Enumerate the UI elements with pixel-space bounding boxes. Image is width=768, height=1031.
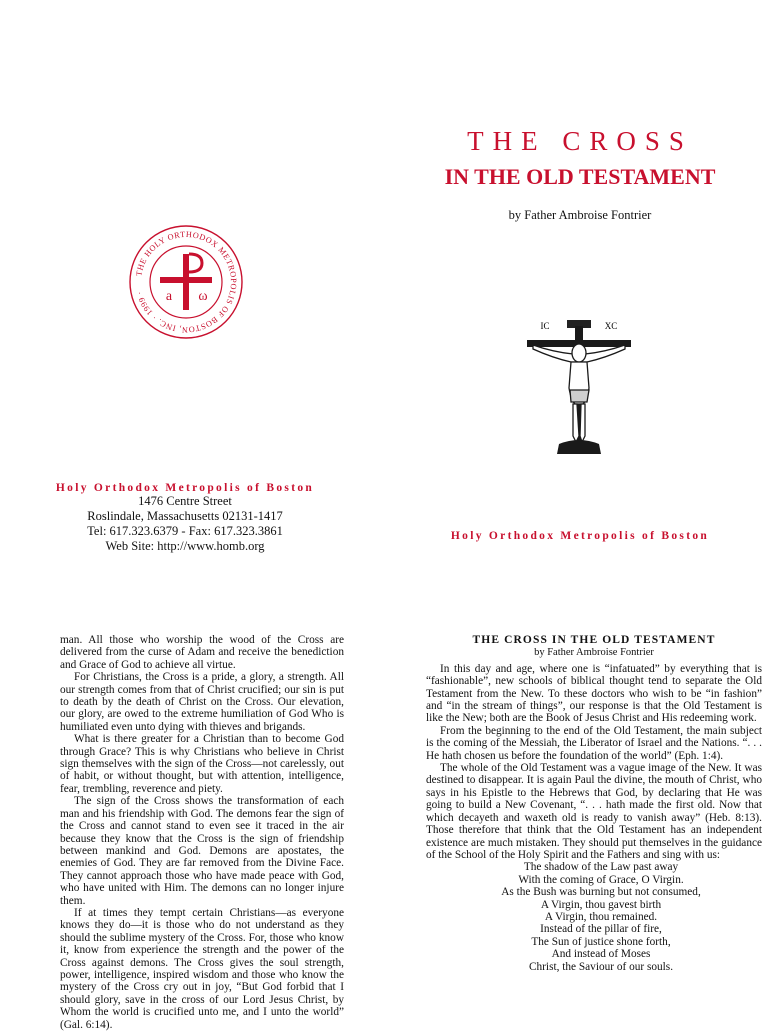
- address-city: Roslindale, Massachusetts 02131-1417: [87, 509, 283, 523]
- seal-alpha: a: [165, 289, 173, 304]
- paragraph: From the beginning to the end of the Old Testament, the main subject is the coming of the Messiah, the Liberator of Israel and the Nations. “. . . He hath chosen us before the foundation of the world” (Eph. 1:4).: [426, 724, 762, 762]
- verse-line: The Sun of justice shone forth,: [531, 935, 671, 948]
- cover-title: THE CROSS: [467, 126, 693, 156]
- publisher-address-block: [30, 482, 340, 554]
- verse-line: And instead of Moses: [551, 948, 651, 961]
- corpus-figure: [533, 344, 625, 442]
- paragraph: The sign of the Cross shows the transformation of each man and his friendship with God. The demons fear the sign of the Cross and cannot stand to even see it traced in the air because they know that the Cross is the sign of friendship between mankind and God. Demons are apostates, the enemies of God. They are far removed from the Divine Face. They cannot approach those who have made peace with God, who have united with Him. The demons can no longer injure them.: [60, 795, 344, 907]
- verse-line: As the Bush was burning but not consumed,: [501, 886, 701, 899]
- verse-line: With the coming of Grace, O Virgin.: [518, 873, 684, 886]
- seal-cross-horizontal: [160, 277, 212, 283]
- cover-subtitle: IN THE OLD TESTAMENT: [444, 164, 716, 189]
- seal-omega: ω: [198, 289, 208, 304]
- hymn-verse: [426, 861, 762, 973]
- cover-byline: by Father Ambroise Fontrier: [508, 208, 652, 222]
- publisher-name: Holy Orthodox Metropolis of Boston: [55, 482, 315, 494]
- crucifix-label-xc: XC: [604, 321, 618, 331]
- seal-ring-text: THE HOLY ORTHODOX METROPOLIS OF BOSTON, INC. · 1999 ·: [134, 229, 239, 335]
- paragraph: What is there greater for a Christian than to become God through Grace? This is why Christians who believe in Christ sign themselves with the sign of the Cross—not carelessly, out of habit, or without thought, but with attention, intelligence, fear, trembling, reverence and piety.: [60, 733, 344, 795]
- verse-line: A Virgin, thou gavest birth: [540, 898, 662, 911]
- address-phone: Tel: 617.323.6379 - Fax: 617.323.3861: [87, 524, 283, 538]
- verse-line: A Virgin, thou remained.: [544, 910, 658, 923]
- crucifix-label-ic: IC: [540, 321, 550, 331]
- paragraph: If at times they tempt certain Christians—as everyone knows they do—it is those who do not understand as they should the sublime mystery of the Cross. For, those who know it, know from experience the strength and the power of the Cross against demons. The Cross gives the soul strength, power, intelligence, inspired wisdom and those who know the mystery of the Cross cry out in joy, “But God forbid that I should glory, save in the cross of our Lord Jesus Christ, by Whom the world is crucified unto me, and I unto the world” (Gal. 6:14).: [60, 906, 344, 1031]
- address-street: 1476 Centre Street: [138, 494, 232, 508]
- address-website: Web Site: http://www.homb.org: [105, 539, 265, 553]
- paragraph: For Christians, the Cross is a pride, a glory, a strength. All our strength comes from that of Christ crucified; our sin is put to death by the death of Christ on the Cross. Our elevation, our glory, are owed to the extreme humiliation of God Who is humiliated even unto dying with thieves and brigands.: [60, 671, 344, 733]
- verse-line: The shadow of the Law past away: [523, 861, 679, 874]
- right-text-column: [426, 634, 762, 973]
- golgotha-mound: [557, 440, 601, 454]
- inside-spread: [0, 620, 768, 1031]
- section-byline: by Father Ambroise Fontrier: [534, 647, 654, 659]
- verse-line: Christ, the Saviour of our souls.: [528, 960, 674, 973]
- verse-line: Instead of the pillar of fire,: [540, 923, 662, 936]
- section-heading: THE CROSS IN THE OLD TESTAMENT: [472, 634, 716, 646]
- left-text-column: [60, 634, 344, 1031]
- paragraph: man. All those who worship the wood of the Cross are delivered from the curse of Adam and receive the benediction and Grace of God to achieve all virtue.: [60, 634, 344, 671]
- crucifix-illustration: [523, 318, 635, 458]
- cover-publisher: Holy Orthodox Metropolis of Boston: [450, 530, 710, 542]
- paragraph: In this day and age, where one is “infatuated” by everything that is “fashionable”, new schools of biblical thought tend to separate the Old Testament from the New. To these doctors who wish to be “in fashion” and “in the stream of things”, our response is that the Old Testament is like the New; both are the Book of Jesus Christ and His redeeming work.: [426, 662, 762, 725]
- paragraph: The whole of the Old Testament was a vague image of the New. It was destined to disappear. It is again Paul the divine, the mouth of Christ, who says in his Epistle to the Hebrews that God, by declaring that He was going to build a New Covenant, “. . . hath made the first old. Now that which decayeth and waxeth old is ready to vanish away” (Heb. 8:13). Those therefore that think that the Old Testament has an independent existence are much mistaken. They should put themselves in the guidance of the School of the Holy Spirit and the Fathers and sing with us:: [426, 762, 762, 861]
- seal-rho-loop: [189, 254, 202, 272]
- metropolis-seal: [128, 224, 244, 340]
